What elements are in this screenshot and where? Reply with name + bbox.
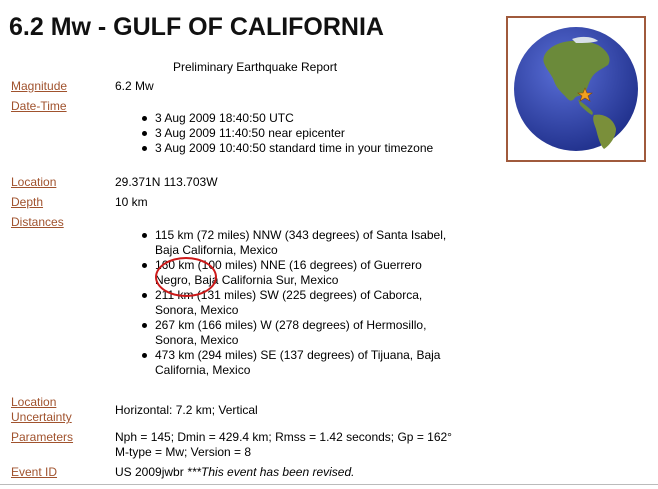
magnitude-value: 6.2 Mw (115, 79, 154, 93)
location-link[interactable]: Location (11, 175, 57, 189)
uncertainty-value: Horizontal: 7.2 km; Vertical (115, 403, 258, 417)
list-item: 3 Aug 2009 18:40:50 UTC (155, 111, 505, 126)
globe-map-icon (512, 25, 640, 153)
globe-map (506, 16, 646, 162)
red-annotation-circle (155, 257, 217, 297)
list-item: 211 km (131 miles) SW (225 degrees) of Caborca, Sonora, Mexico (155, 288, 505, 318)
list-item: 115 km (72 miles) NNW (343 degrees) of Santa Isabel, Baja California, Mexico (155, 228, 505, 258)
list-item: 160 km (100 miles) NNE (16 degrees) of Guerrero Negro, Baja California Sur, Mexico (155, 258, 505, 288)
list-item: 267 km (166 miles) W (278 degrees) of Hermosillo, Sonora, Mexico (155, 318, 505, 348)
list-item: 3 Aug 2009 11:40:50 near epicenter (155, 126, 505, 141)
parameters-value: Nph = 145; Dmin = 429.4 km; Rmss = 1.42 seconds; Gp = 162° M-type = Mw; Version = 8 (115, 430, 452, 459)
list-item: 3 Aug 2009 10:40:50 standard time in your timezone (155, 141, 505, 156)
parameters-link[interactable]: Parameters (11, 430, 74, 444)
page-title: 6.2 Mw - GULF OF CALIFORNIA (9, 13, 384, 41)
magnitude-link[interactable]: Magnitude (11, 79, 68, 93)
location-value: 29.371N 113.703W (115, 175, 218, 189)
distances-list (115, 228, 505, 378)
report-subtitle: Preliminary Earthquake Report (172, 60, 338, 74)
depth-value: 10 km (115, 195, 148, 209)
event-id-link[interactable]: Event ID (11, 465, 58, 479)
divider (0, 484, 658, 485)
revision-note: ***This event has been revised. (187, 465, 355, 479)
datetime-list (115, 111, 505, 156)
list-item: 473 km (294 miles) SE (137 degrees) of Tijuana, Baja California, Mexico (155, 348, 505, 378)
datetime-link[interactable]: Date-Time (11, 99, 67, 113)
depth-link[interactable]: Depth (11, 195, 44, 209)
event-id-value: US 2009jwbr ***This event has been revised. (115, 465, 355, 479)
distances-link[interactable]: Distances (11, 215, 64, 229)
uncertainty-link[interactable]: Location Uncertainty (11, 395, 72, 424)
